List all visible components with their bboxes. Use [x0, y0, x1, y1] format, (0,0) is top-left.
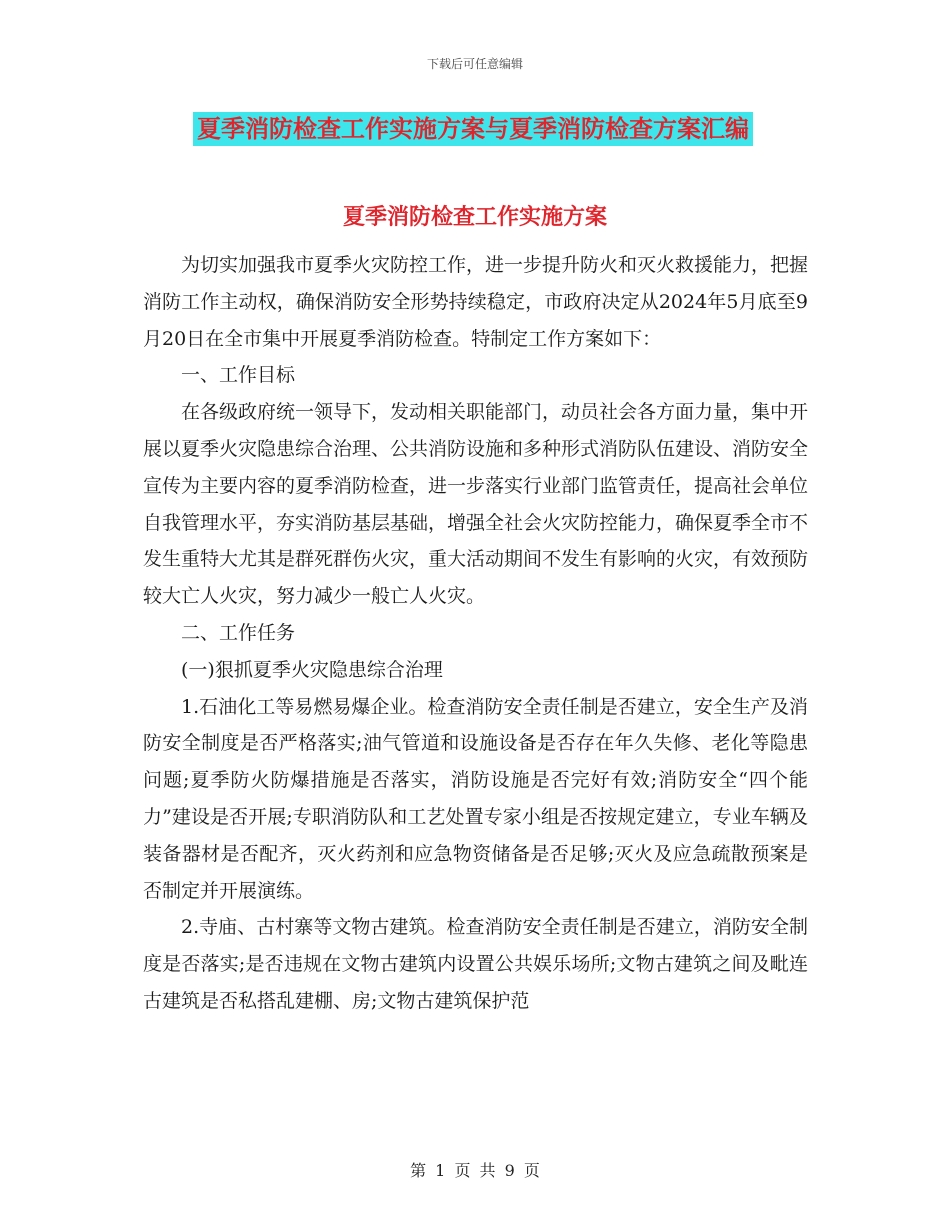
page-number: 第 1 页 共 9 页: [410, 1161, 540, 1180]
section-heading-goals: 一、工作目标: [181, 364, 296, 387]
section-heading-tasks: 二、工作任务: [181, 621, 296, 644]
document-main-title: 夏季消防检查工作实施方案与夏季消防检查方案汇编: [193, 112, 753, 146]
paragraph-goals: 在各级政府统一领导下，发动相关职能部门，动员社会各方面力量，集中开展以夏季火灾隐患综合治理、公共消防设施和多种形式消防队伍建设、消防安全宣传为主要内容的夏季消防检查，进一步落实行业部门监管责任，提高社会单位自我管理水平，夯实消防基层基础，增强全社会火灾防控能力，确保夏季全市不发生重特大尤其是群死群伤火灾，重大活动期间不发生有影响的火灾，有效预防较大亡人火灾，努力减少一般亡人火灾。: [143, 401, 809, 608]
document-body: [143, 247, 808, 1020]
subsection-heading-hazards: (一)狠抓夏季火灾隐患综合治理: [181, 658, 443, 681]
paragraph-item-2: 2.寺庙、古村寨等文物古建筑。检查消防安全责任制是否建立，消防安全制度是否落实;是否违规在文物古建筑内设置公共娱乐场所;文物古建筑之间及毗连古建筑是否私搭乱建棚、房;文物古建筑保护范: [143, 916, 808, 1012]
paragraph-intro: 为切实加强我市夏季火灾防控工作，进一步提升防火和灭火救援能力，把握消防工作主动权，确保消防安全形势持续稳定，市政府决定从2024年5月底至9月20日在全市集中开展夏季消防检查。特制定工作方案如下：: [143, 254, 809, 350]
document-sub-title: 夏季消防检查工作实施方案: [342, 205, 607, 230]
paragraph-item-1: 1.石油化工等易燃易爆企业。检查消防安全责任制是否建立，安全生产及消防安全制度是否严格落实;油气管道和设施设备是否存在年久失修、老化等隐患问题;夏季防火防爆措施是否落实，消防设施是否完好有效;消防安全“四个能力”建设是否开展;专职消防队和工艺处置专家小组是否按规定建立，专业车辆及装备器材是否配齐，灭火药剂和应急物资储备是否足够;灭火及应急疏散预案是否制定并开展演练。: [143, 695, 808, 902]
page-header-note: 下载后可任意编辑: [426, 57, 523, 71]
